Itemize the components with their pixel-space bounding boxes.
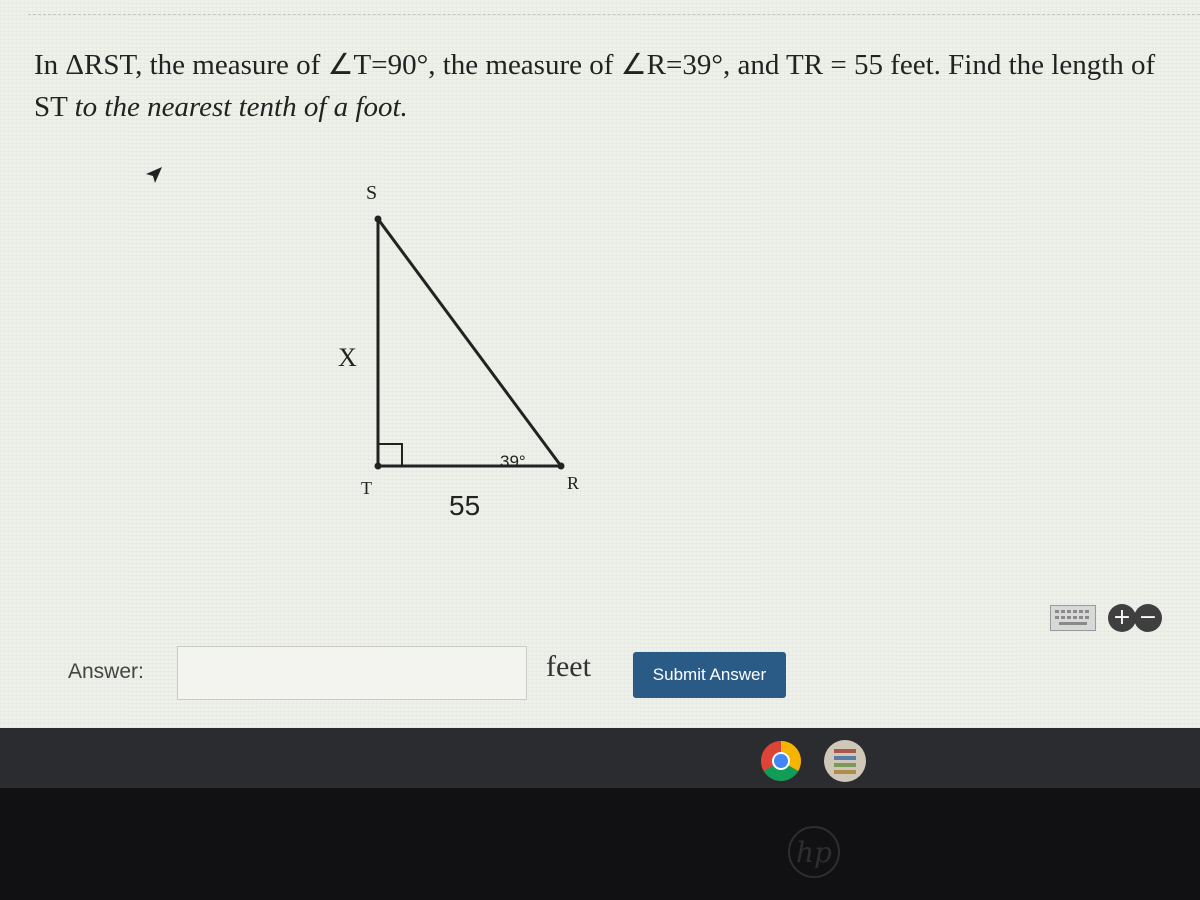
zoom-controls [1104,604,1174,634]
laptop-body [0,788,1200,900]
chrome-icon[interactable] [760,740,802,782]
vertex-s-dot [375,216,382,223]
unit-label: feet [546,650,591,683]
angle-r-label: 39° [500,452,526,471]
side-sr [378,219,561,466]
taskbar [0,728,1200,788]
hp-logo: hp [788,826,840,878]
zoom-in-button[interactable]: + [1108,604,1136,632]
side-tr-label: 55 [449,490,481,521]
vertex-t-label: T [361,478,372,498]
right-angle-marker [378,444,402,466]
zoom-out-button[interactable]: − [1134,604,1162,632]
vertex-r-dot [558,463,565,470]
vertex-s-label: S [366,182,378,204]
vertex-t-dot [375,463,382,470]
answer-label: Answer: [68,660,144,683]
vertex-r-label: R [567,473,580,493]
submit-answer-button[interactable]: Submit Answer [633,652,786,698]
keyboard-icon[interactable] [1050,605,1096,631]
side-st-label: X [338,343,357,372]
question-part1: In ΔRST, the measure of ∠T=90°, the measure of ∠R=39°, and TR = 55 feet. Find the length of ST [34,49,1156,123]
app-icon[interactable] [824,740,866,782]
answer-input[interactable] [177,646,527,700]
question-part2: to the nearest tenth of a foot. [74,91,408,123]
